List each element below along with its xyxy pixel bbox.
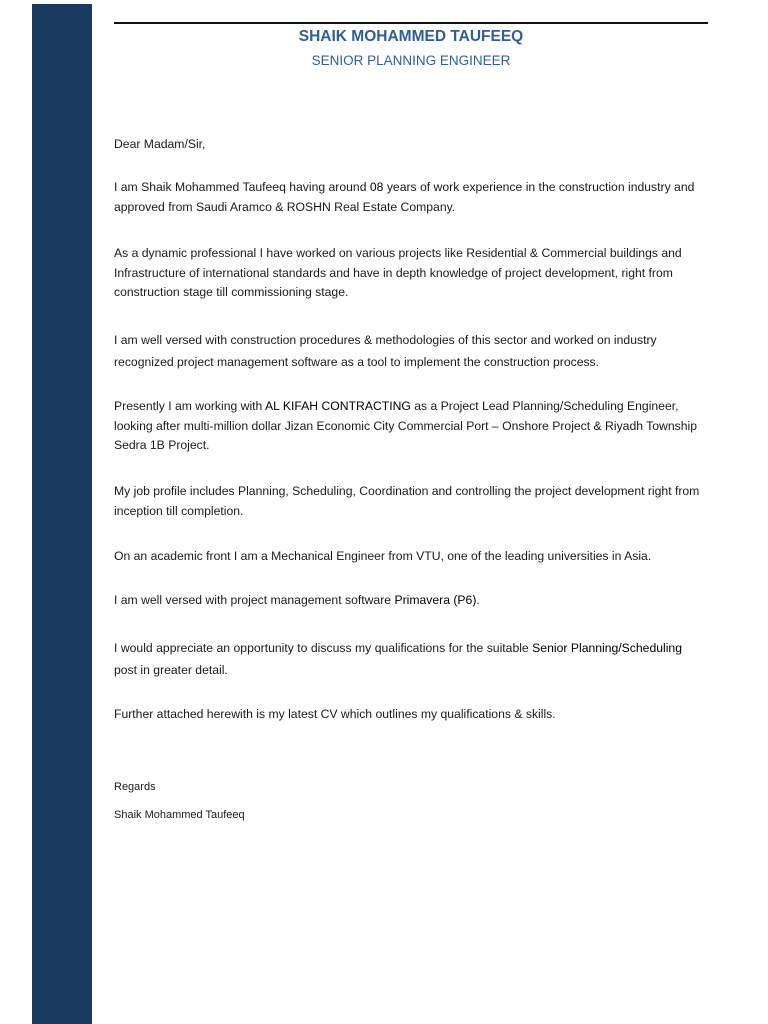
text: I am well versed with project management software	[114, 593, 395, 607]
software-name: Primavera (P6)	[394, 593, 477, 607]
text: I would appreciate an opportunity to discuss my qualifications for the suitable	[114, 641, 533, 655]
post-name: Senior Planning/Scheduling	[532, 641, 682, 655]
paragraph-cv: Further attached herewith is my latest CV which outlines my qualifications & skills.	[114, 707, 556, 721]
greeting: Dear Madam/Sir,	[114, 137, 206, 151]
text: I am Shaik Mohammed Taufeeq having around	[114, 180, 370, 194]
paragraph-academic: On an academic front I am a Mechanical Engineer from VTU, one of the leading universities in Asia.	[114, 549, 652, 563]
applicant-title: SENIOR PLANNING ENGINEER	[311, 53, 511, 68]
paragraph-projects: As a dynamic professional I have worked on various projects like Residential & Commercial buildings and Infrastructure of international standards and have in depth knowledge of project development, right from construction stage till commissioning stage.	[114, 246, 682, 299]
sidebar-band	[32, 4, 92, 1024]
applicant-name: SHAIK MOHAMMED TAUFEEQ	[298, 28, 524, 45]
signature: Shaik Mohammed Taufeeq	[114, 809, 245, 821]
text: .	[476, 593, 480, 607]
header-rule	[114, 22, 708, 24]
paragraph-software	[114, 591, 712, 611]
paragraph-current-role	[114, 397, 712, 456]
paragraph-procedures: I am well versed with construction procedures & methodologies of this sector and worked on industry recognized project management software as a tool to implement the construction process.	[114, 333, 657, 369]
text: post in greater detail.	[114, 663, 228, 677]
text: years of work experience in the construction industry and approved from Saudi Aramco & ROSHN Real Estate Company.	[114, 180, 695, 214]
text: as a Project Lead Planning/Scheduling Engineer, looking after multi-million dollar Jizan Economic City Commercial Port – Onshore Project & Riyadh Township Sedra 1B Project.	[114, 399, 697, 452]
paragraph-appreciation	[114, 637, 682, 681]
paragraph-experience	[114, 178, 712, 217]
paragraph-job-profile: My job profile includes Planning, Scheduling, Coordination and controlling the project development right from inception till completion.	[114, 484, 700, 518]
closing: Regards	[114, 781, 156, 793]
text: Presently I am working with	[114, 399, 266, 413]
years-value: 08	[369, 180, 384, 194]
company-name: AL KIFAH CONTRACTING	[265, 399, 411, 413]
